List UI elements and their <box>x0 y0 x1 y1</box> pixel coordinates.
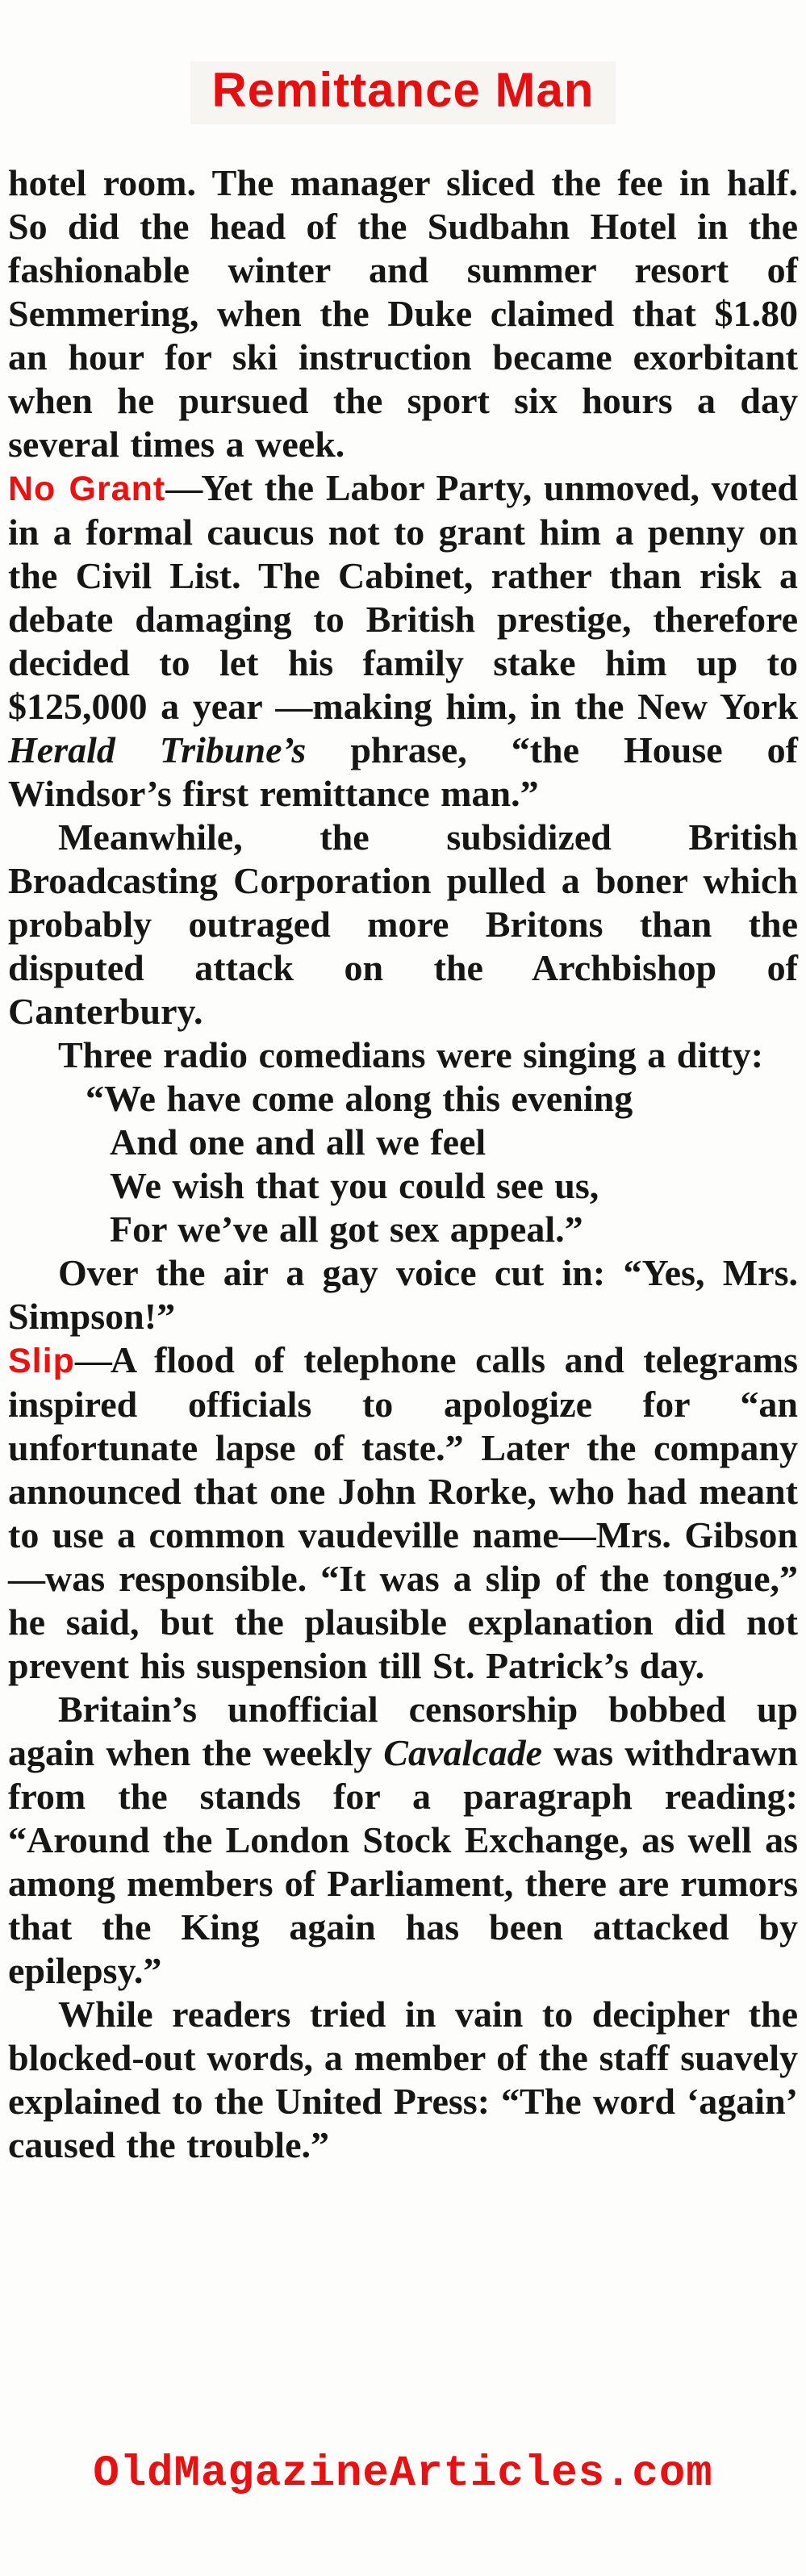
paragraph-opening <box>8 161 798 466</box>
paragraph-censorship <box>8 1688 798 1993</box>
paragraph-no-grant-lead: Yet the Labor Party, unmoved, voted in a formal caucus not to grant him a penny on the Civil List. The Cabinet, rather than risk a debate damaging to British prestige, therefore decided to let his family stake him up to $125,000 a year —making him, in the New York <box>8 467 798 727</box>
paragraph-three-comedians <box>8 1033 798 1077</box>
paragraph-censorship-lead: Britain’s unofficial censorship bobbed up again when the weekly <box>8 1689 798 1773</box>
italic-cavalcade: Cavalcade <box>383 1732 542 1773</box>
em-dash: — <box>74 1339 111 1380</box>
paragraph-no-grant <box>8 466 798 816</box>
verse-line: And one and all we feel <box>110 1121 487 1163</box>
paragraph-meanwhile-text: Meanwhile, the subsidized British Broadcasting Corporation pulled a boner which probably outraged more Britons than the disputed attack on the Archbishop of Canterbury. <box>8 816 798 1032</box>
page-title <box>8 0 798 124</box>
paragraph-over-the-air <box>8 1251 798 1338</box>
em-dash: — <box>165 467 202 508</box>
paragraph-over-the-air-text: Over the air a gay voice cut in: “Yes, Mrs. Simpson!” <box>8 1252 798 1337</box>
paragraph-opening-text: hotel room. The manager sliced the fee in half. So did the head of the Sudbahn Hotel in the fashionable winter and summer resort of Semmering, when the Duke claimed that $1.80 an hour for ski instruction became exorbitant when he pursued the sport six hours a day several times a week. <box>8 162 798 465</box>
paragraph-no-grant-tail: phrase, “the House of Windsor’s first remittance man.” <box>8 729 798 814</box>
page-title-text: Remittance Man <box>190 61 615 124</box>
article-body <box>8 161 798 2167</box>
verse-line: “We have come along this evening <box>86 1078 633 1119</box>
paragraph-meanwhile <box>8 816 798 1033</box>
paragraph-while-readers <box>8 1993 798 2167</box>
heading-slip: Slip <box>8 1342 75 1380</box>
footer-watermark: OldMagazineArticles.com <box>93 2449 713 2499</box>
paragraph-slip <box>8 1338 798 1688</box>
verse-ditty <box>8 1077 798 1251</box>
italic-herald-tribune: Herald Tribune’s <box>8 729 307 770</box>
paragraph-censorship-tail: was withdrawn from the stands for a paragraph reading: “Around the London Stock Exchange, as well as among members of Parliament, there are rumors that the King again has been attacked by epilepsy.” <box>8 1732 799 1991</box>
heading-no-grant: No Grant <box>8 470 166 508</box>
paragraph-while-readers-text: While readers tried in vain to decipher the blocked-out words, a member of the staff suavely explained to the United Press: “The word ‘again’ caused the trouble.” <box>8 1994 798 2165</box>
verse-line: For we’ve all got sex appeal.” <box>110 1209 583 1250</box>
paragraph-slip-text: A flood of telephone calls and telegrams inspired officials to apologize for “an unfortunate lapse of taste.” Later the company announced that one John Rorke, who had meant to use a common vaudeville name—Mrs. Gibson—was responsible. “It was a slip of the tongue,” he said, but the plausible explanation did not prevent his suspension till St. Patrick’s day. <box>8 1339 798 1686</box>
verse-line: We wish that you could see us, <box>110 1165 599 1206</box>
paragraph-three-comedians-text: Three radio comedians were singing a ditty: <box>58 1034 764 1075</box>
